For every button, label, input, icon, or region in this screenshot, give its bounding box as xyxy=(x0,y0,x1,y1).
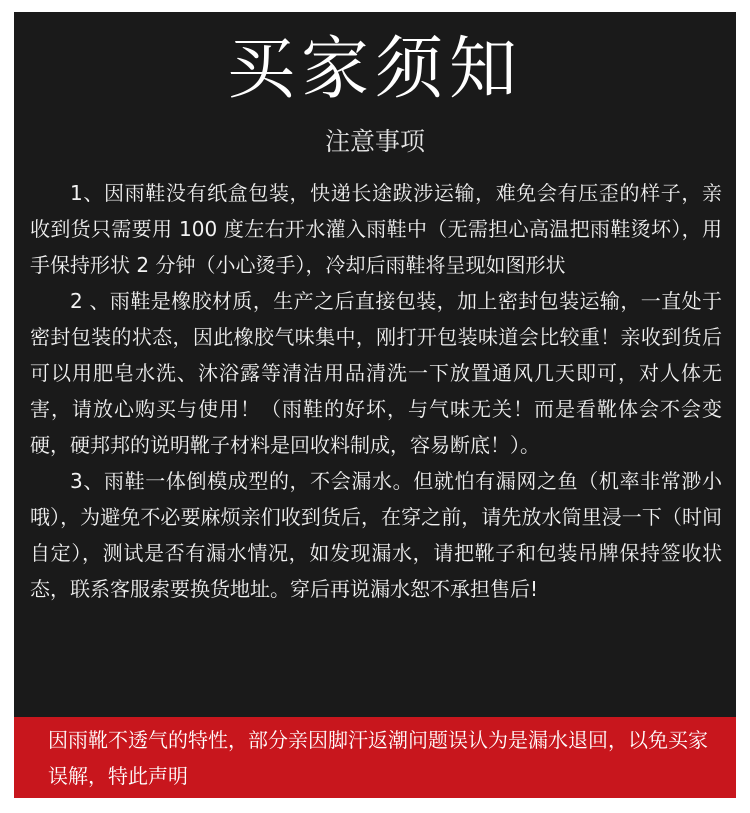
note-paragraph-2: 2 、雨鞋是橡胶材质，生产之后直接包装，加上密封包装运输，一直处于密封包装的状态，因此橡胶气味集中，刚打开包装味道会比较重！亲收到货后可以用肥皂水洗、沐浴露等清洁用品清洗一下放置通风几天即可，对人体无害，请放心购买与使用！（雨鞋的好坏，与气味无关！而是看靴体会不会变硬，硬邦邦的说明靴子材料是回收料制成，容易断底！）。 xyxy=(30,289,722,457)
section-subtitle: 注意事项 xyxy=(324,127,425,156)
page-title: 买家须知 xyxy=(226,30,523,109)
notice-panel xyxy=(14,12,736,798)
notes-body xyxy=(30,175,722,607)
note-paragraph-3: 3、雨鞋一体倒模成型的，不会漏水。但就怕有漏网之鱼（机率非常渺小哦），为避免不必要麻烦亲们收到货后，在穿之前，请先放水筒里浸一下（时间自定），测试是否有漏水情况，如发现漏水，请把靴子和包装吊牌保持签收状态，联系客服索要换货地址。穿后再说漏水恕不承担售后! xyxy=(30,469,722,601)
note-paragraph-1: 1、因雨鞋没有纸盒包装，快递长途跋涉运输，难免会有压歪的样子，亲收到货只需要用 100 度左右开水灌入雨鞋中（无需担心高温把雨鞋烫坏），用手保持形状 2 分钟（小心烫手），冷却后雨鞋将呈现如图形状 xyxy=(30,181,722,277)
notice-banner: 因雨靴不透气的特性，部分亲因脚汗返潮问题误认为是漏水退回，以免买家误解，特此声明 xyxy=(14,717,736,798)
